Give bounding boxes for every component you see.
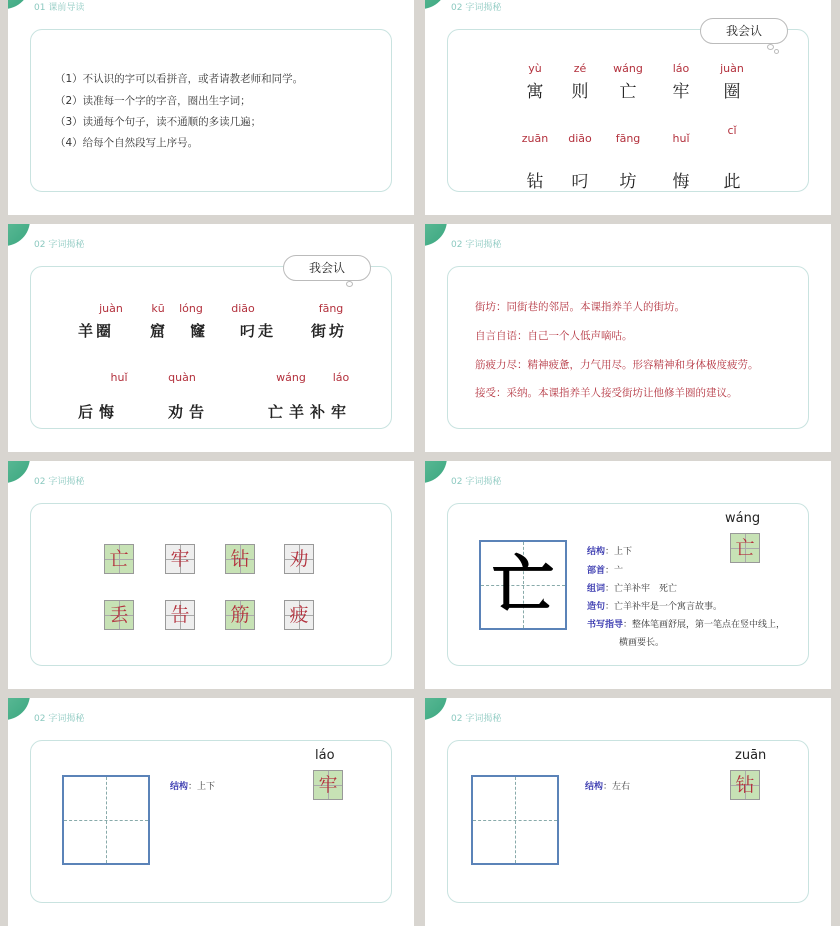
char-cell: 牢 [165,544,195,574]
info-label: 组词 [587,584,606,594]
slide-header: 02 字词揭秘 [451,240,502,250]
slide-4-thumbnail[interactable] [425,224,831,452]
info-value: 上下 [197,782,216,792]
character: 亡 [619,82,637,102]
character: 牢 [672,82,690,102]
pinyin: fāng [615,132,641,145]
pinyin: wáng [725,511,761,526]
pinyin: lóng [179,302,203,315]
info-value: 亡羊补牢 死亡 [614,584,678,594]
pinyin: zuān [735,748,767,763]
character: 叼 [571,172,589,192]
content-box [30,503,392,666]
word: 后悔 [78,403,121,421]
definition-line: 自言自语：自己一个人低声嘀咕。 [475,330,633,342]
corner-decoration [8,461,30,483]
definition-line: 接受：采纳。本课指养羊人接受街坊让他修羊圈的建议。 [475,387,738,399]
character: 则 [571,82,589,102]
character: 坊 [619,172,637,192]
instruction-line: （3）读通每个句子，读不通顺的多读几遍； [55,116,262,128]
pinyin: wáng [276,371,306,384]
slide-5-thumbnail[interactable] [8,461,414,689]
pinyin: láo [332,371,350,384]
corner-decoration [425,461,447,483]
thought-cloud: 我会认 [700,18,788,44]
content-box [30,29,392,192]
pinyin: láo [315,748,335,763]
pinyin: diāo [568,132,592,145]
info-value: 横画要长。 [619,638,665,648]
pinyin: kū [151,302,165,315]
character: 此 [723,172,741,192]
info-value: 亠 [614,566,624,576]
character: 钻 [526,172,544,192]
slide-header: 02 字词揭秘 [34,240,85,250]
pinyin: láo [672,62,690,75]
large-character: 亡 [491,548,554,621]
info-value: 上下 [614,547,633,557]
word: 亡羊补牢 [268,403,353,421]
slide-header: 02 字词揭秘 [451,3,502,13]
info-label: 结构 [587,547,606,557]
slide-header: 01 课前导读 [34,3,85,13]
pinyin: huǐ [110,371,128,384]
char-cell: 亡 [730,533,760,563]
character: 寓 [526,82,544,102]
pinyin: juàn [720,62,744,75]
definition-line: 筋疲力尽：精神疲惫，力气用尽。形容精神和身体极度疲劳。 [475,359,759,371]
word: 劝告 [168,403,211,421]
pinyin: juàn [99,302,123,315]
slide-3-thumbnail[interactable] [8,224,414,452]
writing-grid [62,775,150,865]
corner-decoration [8,0,30,9]
pinyin: yù [528,62,542,75]
info-label: 结构 [170,782,189,792]
char-cell: 亡 [104,544,134,574]
char-cell: 筋 [225,600,255,630]
slide-header: 02 字词揭秘 [34,477,85,487]
pinyin: wáng [613,62,643,75]
info-value: 亡羊补牢是一个寓言故事。 [614,602,723,612]
slide-8-thumbnail[interactable]: 02 字词揭秘 zuān 钻 结构：左右 [425,698,831,926]
info-label: 书写指导 [587,620,624,630]
word: 窟 窿 [150,322,216,340]
writing-grid [471,775,559,865]
pinyin: fāng [318,302,344,315]
character: 圈 [723,82,741,102]
content-box [447,266,809,429]
corner-decoration [425,224,447,246]
info-label: 部首 [587,566,606,576]
corner-decoration [8,698,30,720]
pinyin: huǐ [672,132,690,145]
instruction-line: （1）不认识的字可以看拼音，或者请教老师和同学。 [55,73,304,85]
char-cell: 牢 [313,770,343,800]
char-cell: 劝 [284,544,314,574]
corner-decoration [8,224,30,246]
slide-6-thumbnail[interactable]: 02 字词揭秘 亡 wáng 亡 结构：上下 部首：亠 组词：亡羊补牢 死亡 造句：亡羊补牢是一个寓言故事。 书写指导：整体笔画舒展，第一笔点在竖中线上， 横画要长。 [425,461,831,689]
info-label: 结构 [585,782,604,792]
corner-decoration [425,698,447,720]
info-value: 整体笔画舒展，第一笔点在竖中线上， [632,620,786,630]
slide-1-thumbnail[interactable] [8,0,414,215]
slide-header: 02 字词揭秘 [34,714,85,724]
thought-cloud: 我会认 [283,255,371,281]
pinyin: quàn [168,371,196,384]
corner-decoration [425,0,447,9]
word: 羊圈 [78,322,115,340]
definition-line: 街坊：同街巷的邻居。本课指养羊人的街坊。 [475,301,685,313]
char-cell: 丢 [104,600,134,630]
word: 街坊 [311,322,348,340]
instruction-line: （2）读准每一个字的字音，圈出生字词； [55,95,251,107]
info-label: 造句 [587,602,606,612]
char-cell: 钻 [225,544,255,574]
pinyin: zé [573,62,587,75]
slide-2-thumbnail[interactable] [425,0,831,215]
word: 叼走 [240,322,277,340]
instruction-line: （4）给每个自然段写上序号。 [55,137,199,149]
cloud-dot [767,44,774,50]
character: 悔 [672,172,690,192]
cloud-dot [346,281,353,287]
pinyin: diāo [231,302,255,315]
writing-grid [479,540,567,630]
char-cell: 告 [165,600,195,630]
info-value: 左右 [612,782,631,792]
pinyin: zuān [521,132,549,145]
slide-7-thumbnail[interactable]: 02 字词揭秘 láo 牢 结构：上下 [8,698,414,926]
slide-header: 02 字词揭秘 [451,714,502,724]
pinyin: cǐ [727,124,737,137]
cloud-dot [774,49,779,54]
char-cell: 钻 [730,770,760,800]
char-cell: 疲 [284,600,314,630]
slide-header: 02 字词揭秘 [451,477,502,487]
